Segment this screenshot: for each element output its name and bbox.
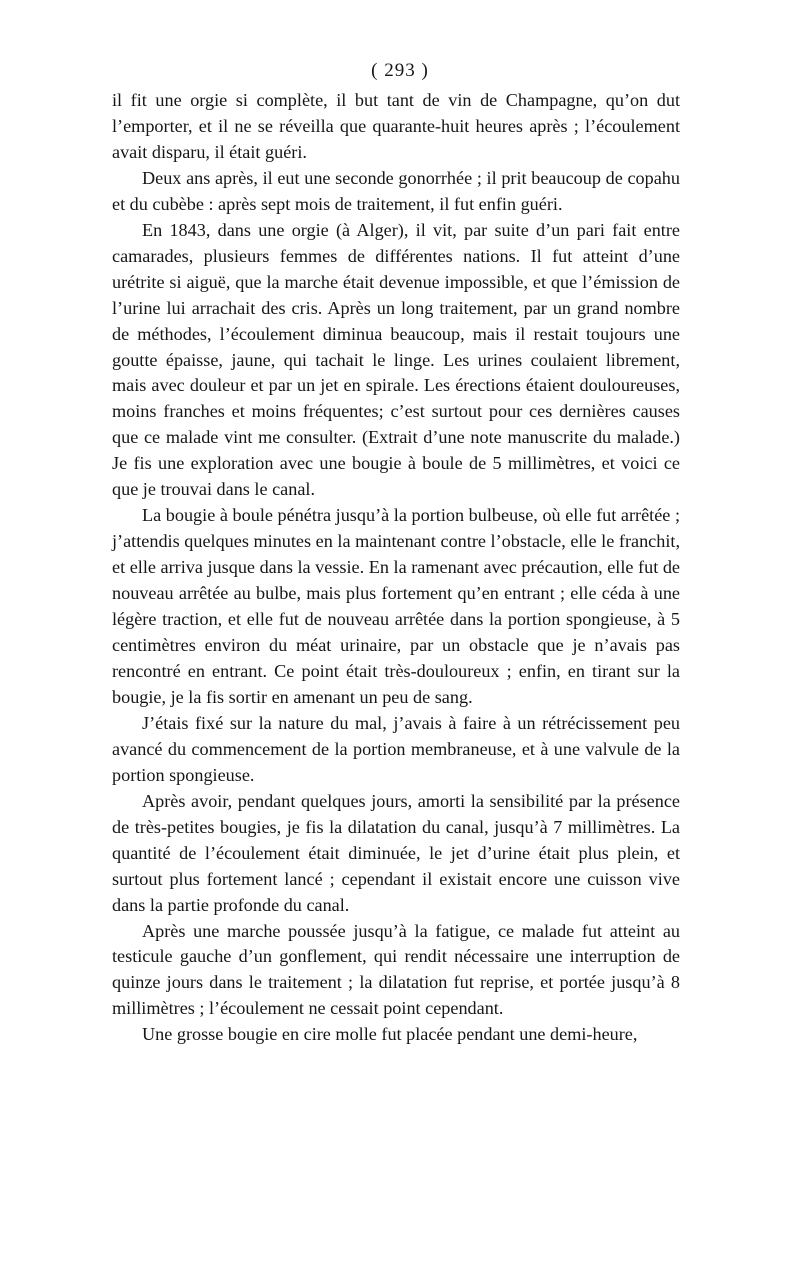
paragraph: il fit une orgie si complète, il but tant de vin de Champagne, qu’on dut l’emporter, et il ne se réveilla que quarante-huit heures après ; l’écoulement avait disparu, il était guéri. (112, 90, 680, 162)
paragraph: Après une marche poussée jusqu’à la fatigue, ce malade fut atteint au testicule gauche d’un gonflement, qui rendit nécessaire une interruption de quinze jours dans le traitement ; la dilatation fut reprise, et portée jusqu’à 8 millimètres ; l’écoulement ne cessait point cependant. (112, 920, 680, 1019)
paragraph: La bougie à boule pénétra jusqu’à la portion bulbeuse, où elle fut arrêtée ; j’attendis quelques minutes en la maintenant contre l’obstacle, elle le franchit, et elle arriva jusque dans la vessie. En la ramenant avec précaution, elle fut de nouveau arrêtée au bulbe, mais plus fortement qu’en entrant ; elle céda à une légère traction, et elle fut de nouveau arrêtée dans la portion spongieuse, à 5 centimètres environ du méat urinaire, par un obstacle que je n’avais pas rencontré en entrant. Ce point était très-douloureux ; enfin, en tirant sur la bougie, je la fis sortir en amenant un peu de sang. (112, 505, 680, 707)
paragraph: Deux ans après, il eut une seconde gonorrhée ; il prit beaucoup de copahu et du cubèbe : après sept mois de traitement, il fut enfin guéri. (112, 167, 680, 214)
paragraph: Après avoir, pendant quelques jours, amorti la sensibilité par la présence de très-petites bougies, je fis la dilatation du canal, jusqu’à 7 millimètres. La quantité de l’écoulement était diminuée, le jet d’urine était plus plein, et surtout plus fortement lancé ; cependant il existait encore une cuisson vive dans la partie profonde du canal. (112, 790, 680, 915)
paragraph: J’étais fixé sur la nature du mal, j’avais à faire à un rétrécissement peu avancé du commencement de la portion membraneuse, et à une valvule de la portion spongieuse. (112, 712, 680, 785)
body-text (112, 88, 680, 1048)
page-number: ( 293 ) (371, 60, 429, 81)
paragraph: En 1843, dans une orgie (à Alger), il vit, par suite d’un pari fait entre camarades, plusieurs femmes de différentes nations. Il fut atteint d’une urétrite si aiguë, que la marche était devenue impossible, et que l’émission de l’urine lui arrachait des cris. Après un long traitement, par un grand nombre de méthodes, l’écoulement diminua beaucoup, mais il restait toujours une goutte épaisse, jaune, qui tachait le linge. Les urines coulaient librement, mais avec douleur et par un jet en spirale. Les érections étaient douloureuses, moins franches et moins fréquentes; c’est surtout pour ces dernières causes que ce malade vint me consulter. (Extrait d’une note manuscrite du malade.) Je fis une exploration avec une bougie à boule de 5 millimètres, et voici ce que je trouvai dans le canal. (112, 219, 680, 500)
paragraph: Une grosse bougie en cire molle fut placée pendant une demi-heure, (142, 1024, 638, 1045)
